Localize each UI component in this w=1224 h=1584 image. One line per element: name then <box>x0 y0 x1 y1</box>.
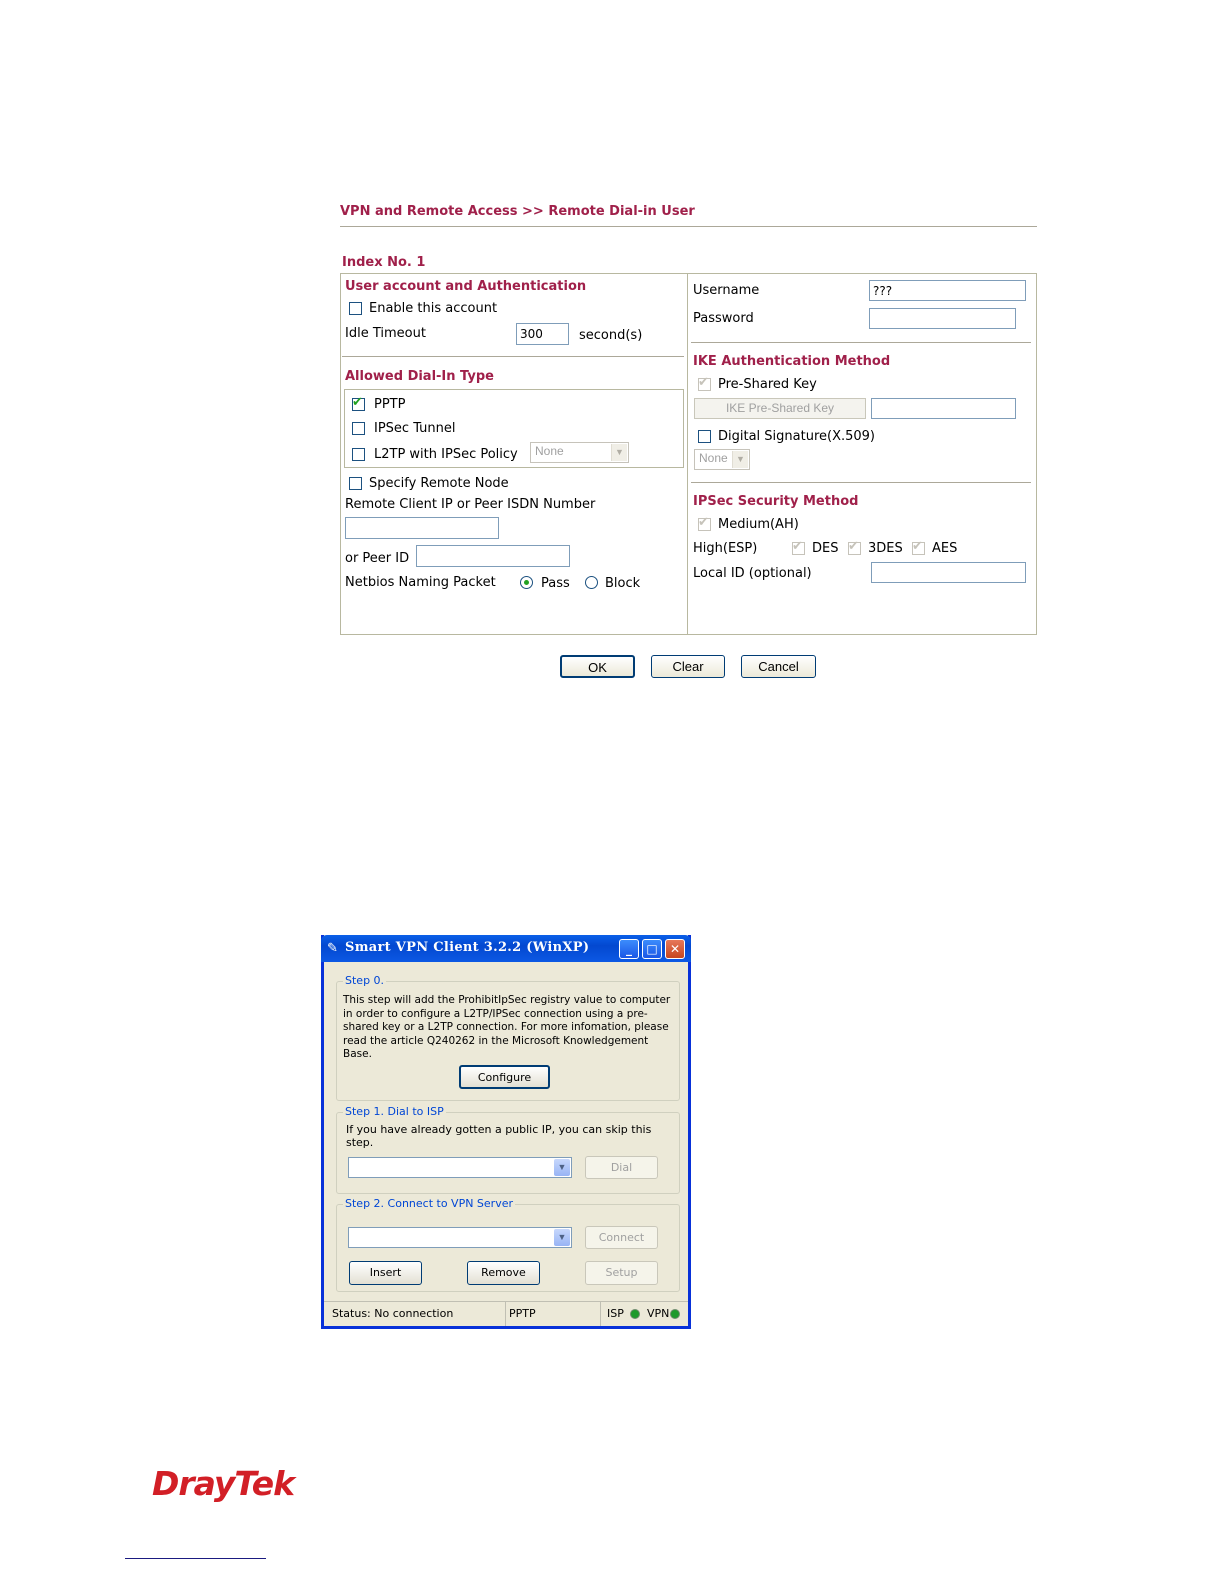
specify-remote-checkbox[interactable] <box>349 477 362 490</box>
netbios-block-label: Block <box>605 576 641 591</box>
footer-rule <box>125 1558 266 1559</box>
peer-id-label: or Peer ID <box>345 551 410 566</box>
chevron-down-icon: ▼ <box>611 444 627 461</box>
vpn-server-select[interactable] <box>348 1227 572 1248</box>
check-icon: ✔ <box>352 394 363 409</box>
local-id-input[interactable] <box>871 562 1026 583</box>
local-id-label: Local ID (optional) <box>693 566 812 581</box>
remote-client-label: Remote Client IP or Peer ISDN Number <box>345 497 596 512</box>
digital-signature-label: Digital Signature(X.509) <box>718 429 876 444</box>
section-ike: IKE Authentication Method <box>693 354 891 369</box>
pptp-label: PPTP <box>374 397 406 412</box>
pre-shared-checkbox[interactable] <box>698 374 711 391</box>
ipsec-tunnel-checkbox[interactable] <box>352 422 365 435</box>
dial-button[interactable]: Dial <box>585 1156 658 1179</box>
status-divider-1 <box>505 1302 506 1326</box>
pre-shared-label: Pre-Shared Key <box>718 377 817 392</box>
netbios-block-radio[interactable] <box>585 576 598 589</box>
step0-text: This step will add the ProhibitIpSec registry value to computer in order to configure a L2TP/IPSec connection using a pre-shared key or a L2TP connection. For more infomation, please read the article Q240262 in the Microsoft Knowledgement Base. <box>343 994 671 1060</box>
section-user-account: User account and Authentication <box>345 279 587 294</box>
enable-account-label: Enable this account <box>369 301 498 316</box>
section-ipsec: IPSec Security Method <box>693 494 859 509</box>
vpn-label: VPN <box>647 1307 670 1320</box>
des-checkbox[interactable] <box>792 538 805 555</box>
pptp-checkbox[interactable] <box>352 394 365 411</box>
username-input[interactable]: ??? <box>869 280 1026 301</box>
check-icon: ✔ <box>792 538 803 553</box>
medium-ah-label: Medium(AH) <box>718 517 799 532</box>
breadcrumb-divider <box>340 226 1037 227</box>
status-protocol: PPTP <box>509 1307 536 1320</box>
idle-timeout-label: Idle Timeout <box>345 326 426 341</box>
window-title: Smart VPN Client 3.2.2 (WinXP) <box>345 940 590 955</box>
enable-account-checkbox[interactable] <box>349 302 362 315</box>
chevron-down-icon: ▼ <box>732 451 748 468</box>
status-bar <box>324 1301 688 1326</box>
app-icon: ✎ <box>327 940 338 955</box>
step1-group <box>336 1105 680 1194</box>
draytek-logo: DrayTek <box>152 1464 295 1503</box>
check-icon: ✔ <box>912 538 923 553</box>
l2tp-policy-select[interactable] <box>530 442 629 463</box>
step0-group <box>336 974 680 1101</box>
left-divider <box>342 356 684 357</box>
configure-button[interactable]: Configure <box>459 1065 550 1089</box>
maximize-icon[interactable]: □ <box>642 939 662 959</box>
username-label: Username <box>693 283 760 298</box>
l2tp-policy-value: None <box>535 444 564 458</box>
right-divider-1 <box>691 342 1031 343</box>
remote-client-input[interactable] <box>345 517 499 539</box>
remove-button[interactable]: Remove <box>467 1261 540 1285</box>
chevron-down-icon: ▼ <box>554 1229 570 1246</box>
isp-led-icon <box>630 1309 640 1319</box>
3des-label: 3DES <box>868 541 903 556</box>
insert-button[interactable]: Insert <box>349 1261 422 1285</box>
des-label: DES <box>812 541 839 556</box>
vpn-led-icon <box>670 1309 680 1319</box>
netbios-pass-label: Pass <box>541 576 570 591</box>
cancel-button[interactable]: Cancel <box>741 655 816 678</box>
step1-text: If you have already gotten a public IP, you can skip this step. <box>346 1123 652 1149</box>
idle-timeout-input[interactable]: 300 <box>516 323 569 345</box>
close-icon[interactable]: ✕ <box>665 939 685 959</box>
status-divider-2 <box>600 1302 601 1326</box>
isp-label: ISP <box>607 1307 624 1320</box>
index-label: Index No. 1 <box>342 255 426 270</box>
ipsec-tunnel-label: IPSec Tunnel <box>374 421 456 436</box>
aes-label: AES <box>932 541 958 556</box>
digital-signature-value: None <box>699 451 728 465</box>
check-icon: ✔ <box>698 514 709 529</box>
isp-select[interactable] <box>348 1157 572 1178</box>
password-label: Password <box>693 311 754 326</box>
clear-button[interactable]: Clear <box>651 655 725 678</box>
status-text: Status: No connection <box>332 1307 454 1320</box>
vpn-client-window <box>321 935 691 1329</box>
l2tp-checkbox[interactable] <box>352 448 365 461</box>
radio-dot-icon <box>524 580 529 585</box>
connect-button[interactable]: Connect <box>585 1226 658 1249</box>
section-dialin-type: Allowed Dial-In Type <box>345 369 494 384</box>
aes-checkbox[interactable] <box>912 538 925 555</box>
specify-remote-label: Specify Remote Node <box>369 476 509 491</box>
ok-button[interactable]: OK <box>560 655 635 678</box>
idle-timeout-unit: second(s) <box>579 328 643 343</box>
step1-title: Step 1. Dial to ISP <box>345 1105 444 1118</box>
password-input[interactable] <box>869 308 1016 329</box>
check-icon: ✔ <box>848 538 859 553</box>
digital-signature-select[interactable] <box>694 449 750 470</box>
step2-title: Step 2. Connect to VPN Server <box>345 1197 514 1210</box>
peer-id-input[interactable] <box>416 545 570 567</box>
netbios-pass-radio[interactable] <box>520 576 533 589</box>
digital-signature-checkbox[interactable] <box>698 430 711 443</box>
high-esp-label: High(ESP) <box>693 541 758 556</box>
title-bar <box>321 935 691 962</box>
l2tp-label: L2TP with IPSec Policy <box>374 447 518 462</box>
ike-psk-input[interactable] <box>871 398 1016 419</box>
step0-title: Step 0. <box>345 974 385 987</box>
netbios-label: Netbios Naming Packet <box>345 575 496 590</box>
setup-button[interactable]: Setup <box>585 1261 658 1285</box>
3des-checkbox[interactable] <box>848 538 861 555</box>
ike-psk-button[interactable]: IKE Pre-Shared Key <box>694 398 866 419</box>
medium-ah-checkbox[interactable] <box>698 514 711 531</box>
right-divider-2 <box>691 482 1031 483</box>
column-divider <box>687 273 688 635</box>
minimize-icon[interactable]: _ <box>619 939 639 959</box>
chevron-down-icon: ▼ <box>554 1159 570 1176</box>
check-icon: ✔ <box>698 374 709 389</box>
step2-group <box>336 1197 680 1292</box>
breadcrumb: VPN and Remote Access >> Remote Dial-in User <box>340 204 695 219</box>
